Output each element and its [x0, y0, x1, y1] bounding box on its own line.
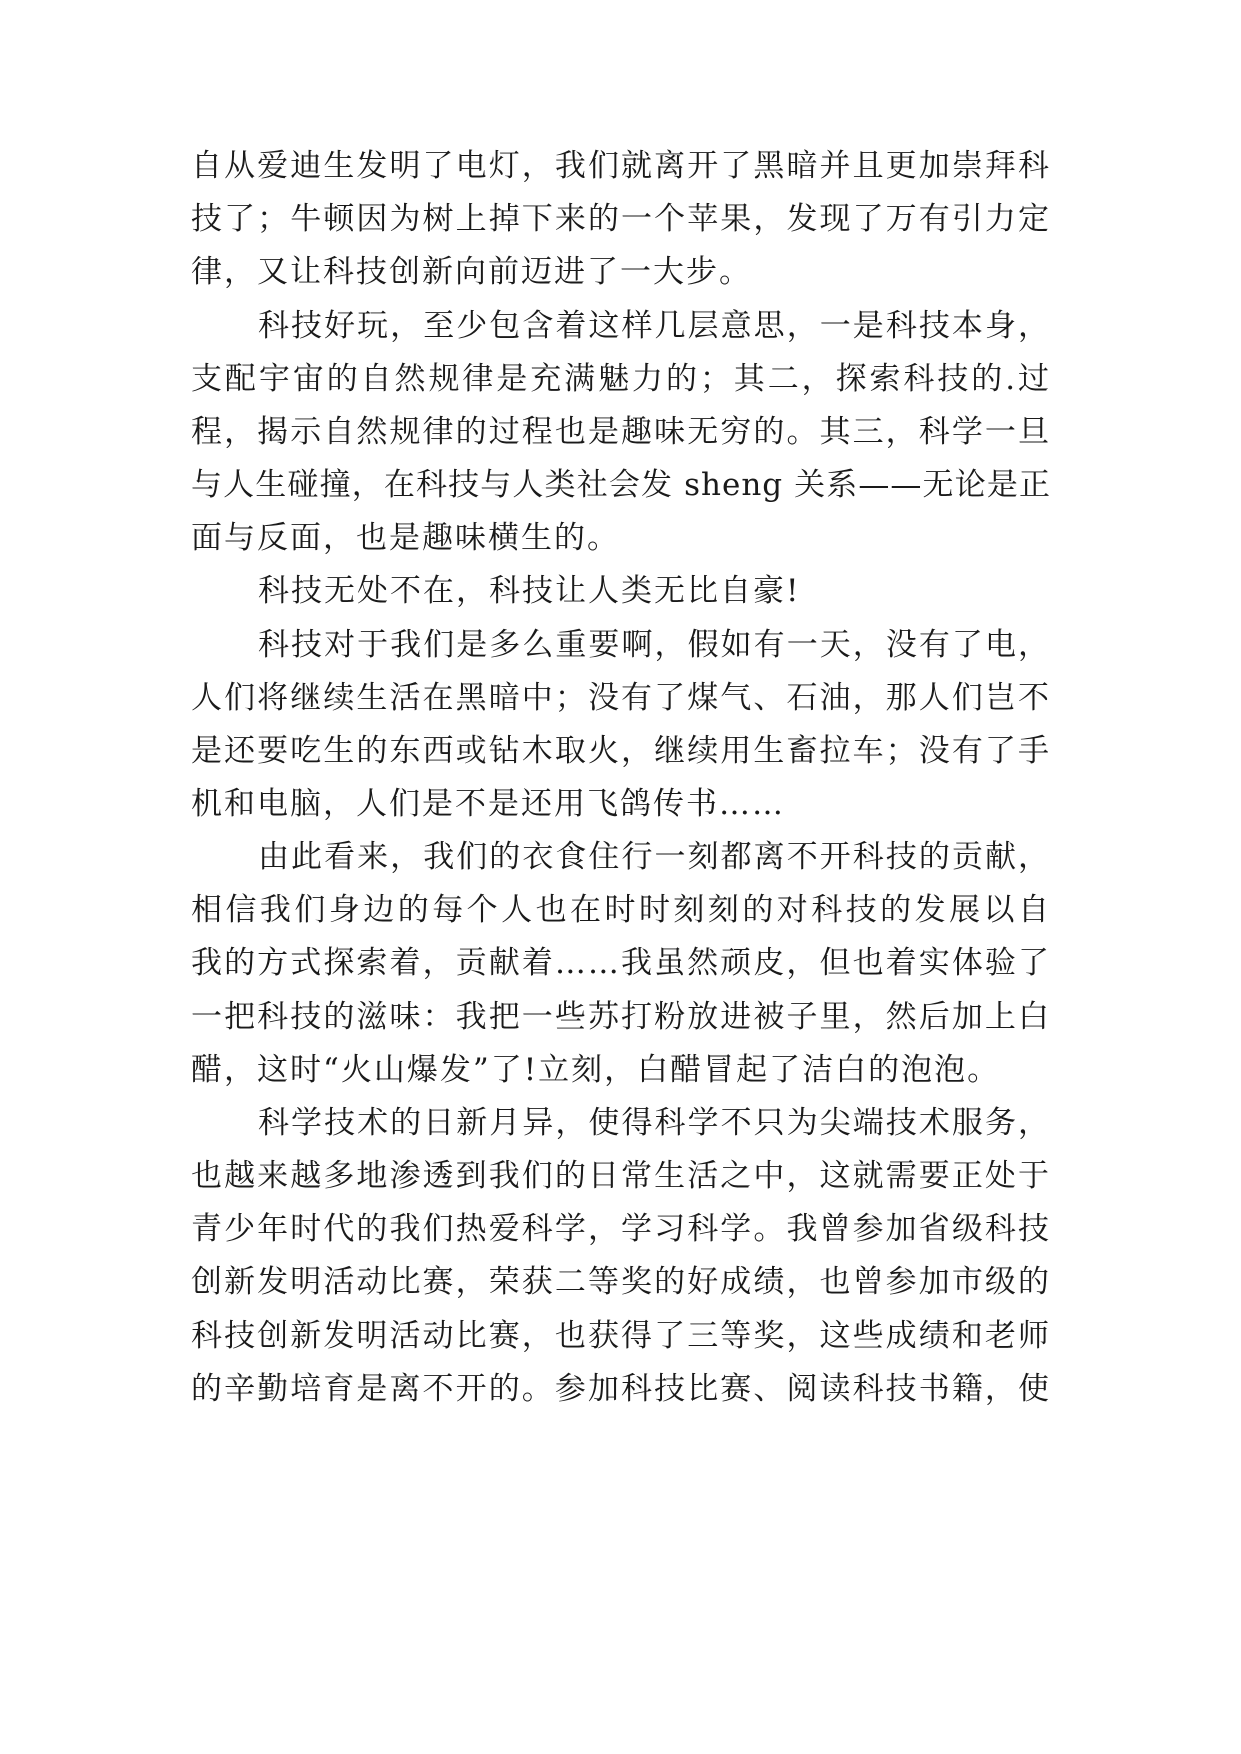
text-line: 人们将继续生活在黑暗中；没有了煤气、石油，那人们岂不: [191, 680, 1051, 716]
text-line: 创新发明活动比赛，荣获二等奖的好成绩，也曾参加市级的: [191, 1264, 1051, 1300]
paragraph-first-line: 科技好玩，至少包含着这样几层意思，一是科技本身，: [258, 308, 1051, 344]
paragraph-first-line: 由此看来，我们的衣食住行一刻都离不开科技的贡献，: [258, 839, 1051, 875]
text-line: 我的方式探索着，贡献着……我虽然顽皮，但也着实体验了: [191, 945, 1051, 981]
text-line: 一把科技的滋味：我把一些苏打粉放进被子里，然后加上白: [191, 999, 1051, 1035]
text-line: 是还要吃生的东西或钻木取火，继续用生畜拉车；没有了手: [191, 733, 1051, 769]
text-line: 醋，这时“火山爆发”了!立刻，白醋冒起了洁白的泡泡。: [191, 1052, 1001, 1088]
text-line: 面与反面，也是趣味横生的。: [191, 520, 620, 556]
text-line: 青少年时代的我们热爱科学，学习科学。我曾参加省级科技: [191, 1211, 1051, 1247]
paragraph-first-line: 科技对于我们是多么重要啊，假如有一天，没有了电，: [258, 627, 1051, 663]
text-line: 技了；牛顿因为树上掉下来的一个苹果，发现了万有引力定: [191, 201, 1051, 237]
text-line: 支配宇宙的自然规律是充满魅力的；其二，探索科技的.过: [191, 361, 1051, 397]
paragraph-first-line: 科学技术的日新月异，使得科学不只为尖端技术服务，: [258, 1105, 1051, 1141]
text-line: 律，又让科技创新向前迈进了一大步。: [191, 254, 752, 290]
text-line: 自从爱迪生发明了电灯，我们就离开了黑暗并且更加崇拜科: [191, 148, 1051, 184]
text-line: 程，揭示自然规律的过程也是趣味无穷的。其三，科学一旦: [191, 414, 1051, 450]
text-line: 相信我们身边的每个人也在时时刻刻的对科技的发展以自: [191, 892, 1051, 928]
text-line: 也越来越多地渗透到我们的日常生活之中，这就需要正处于: [191, 1158, 1051, 1194]
text-line: 的辛勤培育是离不开的。参加科技比赛、阅读科技书籍，使: [191, 1371, 1051, 1407]
text-line: 科技创新发明活动比赛，也获得了三等奖，这些成绩和老师: [191, 1318, 1051, 1354]
paragraph-first-line: 科技无处不在，科技让人类无比自豪!: [258, 573, 801, 609]
text-line: 机和电脑，人们是不是还用飞鸽传书……: [191, 786, 785, 822]
text-line: 与人生碰撞，在科技与人类社会发 sheng 关系——无论是正: [191, 467, 1051, 503]
